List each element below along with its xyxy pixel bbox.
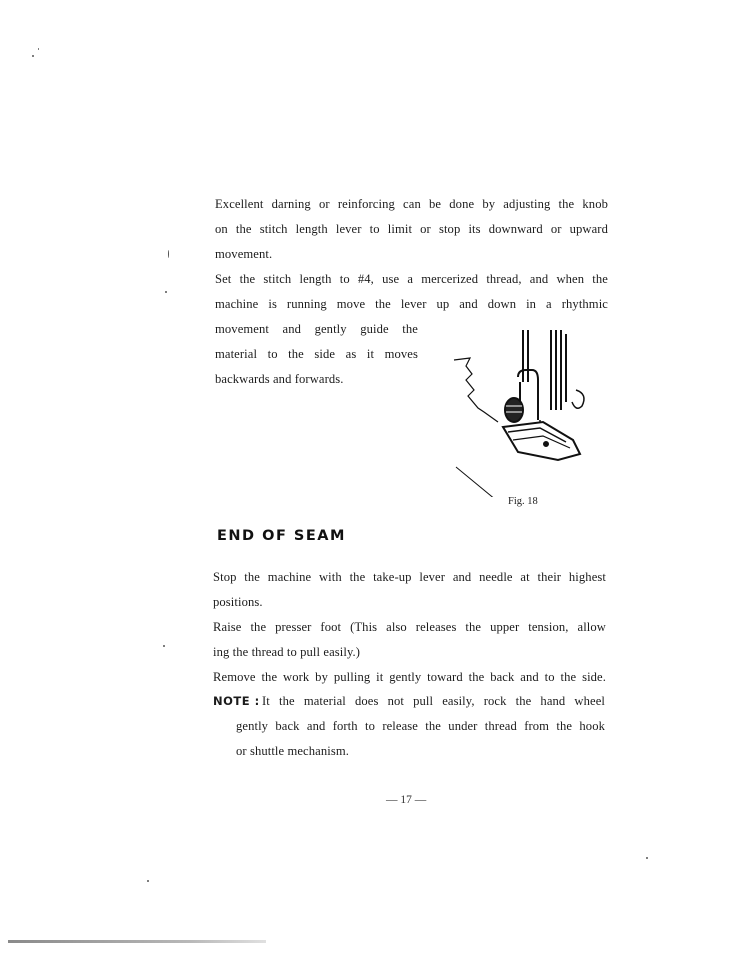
note-label: NOTE : [213,694,260,708]
text-line: material to the side as it moves [215,347,418,361]
text-line: or shuttle mechanism. [236,744,349,758]
text-line: machine is running move the lever up and down in a rhythmic [215,297,608,311]
text-line: Stop the machine with the take-up lever and needle at their highest [213,570,606,584]
text-line: Remove the work by pulling it gently toward the back and to the side. [213,670,606,684]
scan-speck [165,291,167,293]
text-line: Set the stitch length to #4, use a mercerized thread, and when the [215,272,608,286]
scan-speck [168,250,169,258]
scan-speck [32,55,34,57]
figure-caption: Fig. 18 [508,496,538,507]
scan-edge-bar [8,940,266,943]
scan-speck [163,645,165,647]
text-line: It the material does not pull easily, rock the hand wheel [262,694,605,708]
page-number: — 17 — [386,794,427,806]
text-line: ing the thread to pull easily.) [213,645,361,659]
text-line: Raise the presser foot (This also releases the upper tension, allow [213,620,606,634]
text-line: movement and gently guide the [215,322,418,336]
presser-foot-needle-illustration [448,322,588,497]
section-heading: END OF SEAM [217,528,346,544]
text-line: backwards and forwards. [215,372,344,386]
scan-speck [646,857,648,859]
text-line: Excellent darning or reinforcing can be done by adjusting the knob [215,197,608,211]
scan-speck [147,880,149,882]
text-line: positions. [213,595,263,609]
text-line: gently back and forth to release the under thread from the hook [236,719,605,733]
scan-speck [38,48,39,50]
text-line: on the stitch length lever to limit or stop its downward or upward [215,222,608,236]
text-line: movement. [215,247,273,261]
